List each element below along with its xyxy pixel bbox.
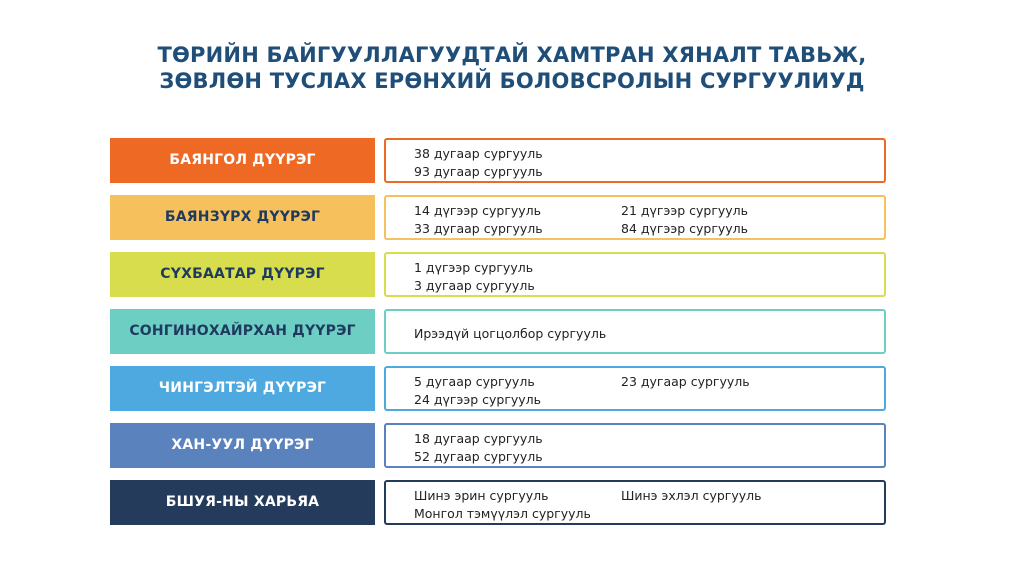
school-list-box: [384, 423, 886, 468]
school-item: 23 дугаар сургууль: [621, 373, 750, 389]
school-item: 1 дүгээр сургууль: [414, 259, 534, 275]
school-item: 93 дугаар сургууль: [414, 163, 543, 179]
district-label: СОНГИНОХАЙРХАН ДҮҮРЭГ: [110, 309, 375, 354]
school-list-box: [384, 309, 886, 354]
school-list: [414, 144, 884, 181]
district-label: СҮХБААТАР ДҮҮРЭГ: [110, 252, 375, 297]
school-list-box: [384, 252, 886, 297]
school-list-box: [384, 138, 886, 183]
district-label: БАЯНГОЛ ДҮҮРЭГ: [110, 138, 375, 183]
school-item: Монгол тэмүүлэл сургууль: [414, 505, 591, 521]
district-label: ЧИНГЭЛТЭЙ ДҮҮРЭГ: [110, 366, 375, 411]
school-item: 18 дугаар сургууль: [414, 430, 543, 446]
page-title-line1: ТӨРИЙН БАЙГУУЛЛАГУУДТАЙ ХАМТРАН ХЯНАЛТ ТАВЬЖ,: [157, 43, 867, 67]
district-row-chingeltei: [110, 366, 886, 411]
school-item: 24 дүгээр сургууль: [414, 391, 542, 407]
district-label: БШУЯ-НЫ ХАРЬЯА: [110, 480, 375, 525]
school-item: 5 дугаар сургууль: [414, 373, 535, 389]
district-row-bayangol: [110, 138, 886, 183]
page-title-line2: ЗӨВЛӨН ТУСЛАХ ЕРӨНХИЙ БОЛОВСРОЛЫН СУРГУУЛИУД: [159, 69, 865, 93]
school-list-box: [384, 195, 886, 240]
page-title: [0, 42, 1024, 94]
school-list: [414, 201, 884, 238]
school-list-box: [384, 480, 886, 525]
school-item: Шинэ эрин сургууль: [414, 487, 549, 503]
district-list: [110, 138, 886, 525]
district-label: ХАН-УУЛ ДҮҮРЭГ: [110, 423, 375, 468]
school-list: [414, 258, 884, 295]
school-item: 3 дугаар сургууль: [414, 277, 535, 293]
district-row-khan-uul: [110, 423, 886, 468]
school-item: 52 дугаар сургууль: [414, 448, 543, 464]
district-label: БАЯНЗҮРХ ДҮҮРЭГ: [110, 195, 375, 240]
district-row-sukhbaatar: [110, 252, 886, 297]
district-row-ministry: [110, 480, 886, 525]
school-list: [414, 315, 884, 352]
school-item: 21 дүгээр сургууль: [621, 202, 749, 218]
school-item: 14 дүгээр сургууль: [414, 202, 542, 218]
school-item: Ирээдүй цогцолбор сургууль: [414, 325, 607, 341]
school-item: Шинэ эхлэл сургууль: [621, 487, 762, 503]
district-row-bayanzurkh: [110, 195, 886, 240]
school-item: 84 дүгээр сургууль: [621, 220, 749, 236]
school-list: [414, 486, 884, 523]
district-row-songinokhairkhan: [110, 309, 886, 354]
school-item: 38 дугаар сургууль: [414, 145, 543, 161]
school-item: 33 дугаар сургууль: [414, 220, 543, 236]
school-list: [414, 372, 884, 409]
school-list-box: [384, 366, 886, 411]
school-list: [414, 429, 884, 466]
